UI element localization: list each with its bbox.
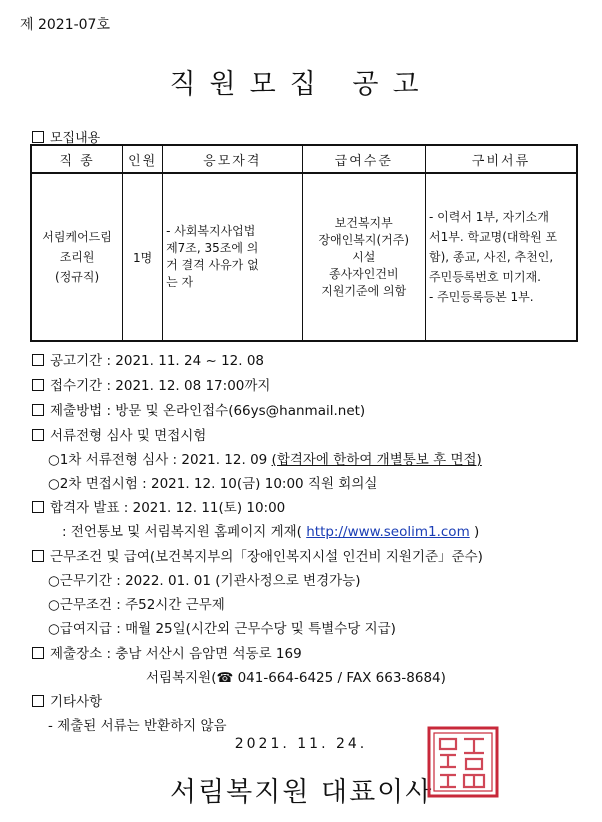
checkbox-icon — [32, 379, 44, 391]
item-cond-period: ○근무기간 : 2022. 01. 01 (기관사정으로 변경가능) — [48, 573, 361, 589]
first-round-note: (합격자에 한하여 개별통보 후 면접) — [271, 452, 482, 468]
checkbox-icon — [32, 354, 44, 366]
item-screening: 서류전형 심사 및 면접시험 — [32, 424, 206, 444]
item-etc-note: - 제출된 서류는 반환하지 않음 — [48, 718, 227, 734]
item-announce: 합격자 발표 : 2021. 12. 11(토) 10:00 — [32, 496, 285, 516]
checkbox-icon — [32, 501, 44, 513]
page-title: 직원모집 공고 — [169, 69, 433, 100]
cell-qualification: - 사회복지사업법 제7조, 35조에 의 거 결격 사유가 없 는 자 — [163, 173, 302, 341]
checkbox-icon — [32, 131, 44, 143]
table-header-row — [31, 145, 577, 173]
cell-documents: - 이력서 1부, 자기소개 서1부. 학교명(대학원 포 함), 종교, 사진, 추천인, 주민등록번호 미기재. - 주민등록등본 1부. — [426, 173, 577, 341]
item-etc: 기타사항 — [32, 690, 102, 710]
item-conditions: 근무조건 및 급여(보건복지부의「장애인복지시설 인건비 지원기준」준수) — [32, 545, 483, 565]
item-receipt: 접수기간 : 2021. 12. 08 17:00까지 — [32, 374, 270, 394]
header-documents: 구비서류 — [426, 145, 577, 173]
item-method: 제출방법 : 방문 및 온라인접수(66ys@hanmail.net) — [32, 399, 365, 419]
item-contact: 서림복지원(☎ 041-664-6425 / FAX 663-8684) — [146, 670, 446, 686]
table-row — [31, 173, 577, 341]
checkbox-icon — [32, 550, 44, 562]
checkbox-icon — [32, 647, 44, 659]
item-cond-hours: ○근무조건 : 주52시간 근무제 — [48, 597, 225, 613]
homepage-link[interactable]: http://www.seolim1.com — [306, 524, 470, 540]
recruitment-table — [30, 144, 578, 342]
checkbox-icon — [32, 404, 44, 416]
cell-pay: 보건복지부 장애인복지(거주) 시설 종사자인건비 지원기준에 의함 — [302, 173, 426, 341]
cell-count: 1명 — [123, 173, 163, 341]
issue-date: 2021. 11. 24. — [234, 736, 368, 752]
header-qualification: 응모자격 — [163, 145, 302, 173]
header-count: 인원 — [123, 145, 163, 173]
item-second-round: ○2차 면접시험 : 2021. 12. 10(금) 10:00 직원 회의실 — [48, 476, 378, 492]
section-label: 모집내용 — [50, 131, 101, 146]
cell-job: 서림케어드림 조리원 (정규직) — [31, 173, 123, 341]
header-pay: 급여수준 — [302, 145, 426, 173]
checkbox-icon — [32, 695, 44, 707]
item-period: 공고기간 : 2021. 11. 24 ~ 12. 08 — [32, 349, 264, 369]
item-notice: : 전언통보 및 서림복지원 홈페이지 게재( http://www.seolim1.com ) — [62, 524, 480, 540]
header-job: 직 종 — [31, 145, 123, 173]
item-first-round: ○1차 서류전형 심사 : 2021. 12. 09 (합격자에 한하여 개별통보 후 면접) — [48, 452, 482, 468]
item-place: 제출장소 : 충남 서산시 음암면 석동로 169 — [32, 642, 302, 662]
signature: 서림복지원 대표이사 — [170, 777, 434, 808]
official-seal — [426, 725, 500, 799]
item-cond-pay: ○급여지급 : 매월 25일(시간외 근무수당 및 특별수당 지급) — [48, 621, 396, 637]
document-number: 제 2021-07호 — [20, 17, 110, 33]
checkbox-icon — [32, 429, 44, 441]
